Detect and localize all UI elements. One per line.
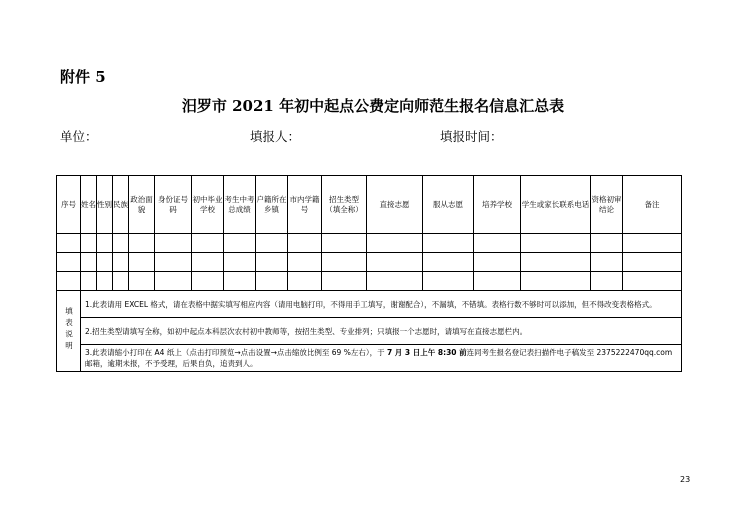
column-header: 资格初审结论	[591, 176, 623, 234]
column-header: 户籍所在乡镇	[256, 176, 288, 234]
table-row	[57, 272, 682, 291]
note-item-3	[81, 345, 682, 372]
column-header: 培养学校	[474, 176, 521, 234]
note-item-1: 1.此表请用 EXCEL 格式，请在表格中据实填写相应内容（请用电脑打印，不得用手工填写，谢谢配合），不漏填，不错填。表格行数不够时可以添加，但不得改变表格格式。	[81, 291, 682, 318]
column-header: 姓名	[81, 176, 97, 234]
column-header: 考生中考总成绩	[224, 176, 256, 234]
header-row	[57, 176, 682, 234]
filler-label: 填报人：	[250, 129, 301, 144]
note-item-3-part2: 连同考生报名登记表扫描件电子稿发至 2375222470qq.com 邮箱，逾期未报，不予受理，后果自负，追责到人。	[85, 348, 673, 368]
column-header: 备注	[623, 176, 682, 234]
unit-label: 单位：	[60, 129, 98, 144]
table-row	[57, 234, 682, 253]
note-row	[57, 345, 682, 372]
note-item-2: 2.招生类型请填写全称，如初中起点本科层次农村初中教师等，按招生类型、专业排列；只填报一个志愿时，请填写在直接志愿栏内。	[81, 318, 682, 345]
column-header: 招生类型（填全称）	[322, 176, 367, 234]
instructions-label-text: 填表说明	[64, 306, 74, 353]
note-item-3-part1: 3.此表请缩小打印在 A4 纸上（点击打印预览→点击设置→点击缩放比例至 69 %左右），于	[85, 348, 387, 357]
fill-time-label: 填报时间：	[440, 129, 503, 144]
registration-summary-table	[56, 175, 682, 372]
instructions-label	[57, 291, 81, 372]
attachment-label: 附件 5	[60, 68, 106, 86]
deadline-text: 7 月 3 日上午 8:30 前	[386, 348, 467, 357]
note-row	[57, 291, 682, 318]
column-header: 身份证号码	[155, 176, 192, 234]
column-header: 服从志愿	[423, 176, 474, 234]
column-header: 学生或家长联系电话	[521, 176, 591, 234]
column-header: 市内学籍号	[288, 176, 322, 234]
page-number: 23	[680, 475, 691, 484]
table-row	[57, 253, 682, 272]
column-header: 政治面貌	[129, 176, 155, 234]
column-header: 民族	[113, 176, 129, 234]
page-title: 汨罗市 2021 年初中起点公费定向师范生报名信息汇总表	[181, 97, 565, 115]
column-header: 性别	[97, 176, 113, 234]
column-header: 初中毕业学校	[192, 176, 224, 234]
column-header: 直接志愿	[367, 176, 423, 234]
note-row	[57, 318, 682, 345]
column-header: 序号	[57, 176, 81, 234]
